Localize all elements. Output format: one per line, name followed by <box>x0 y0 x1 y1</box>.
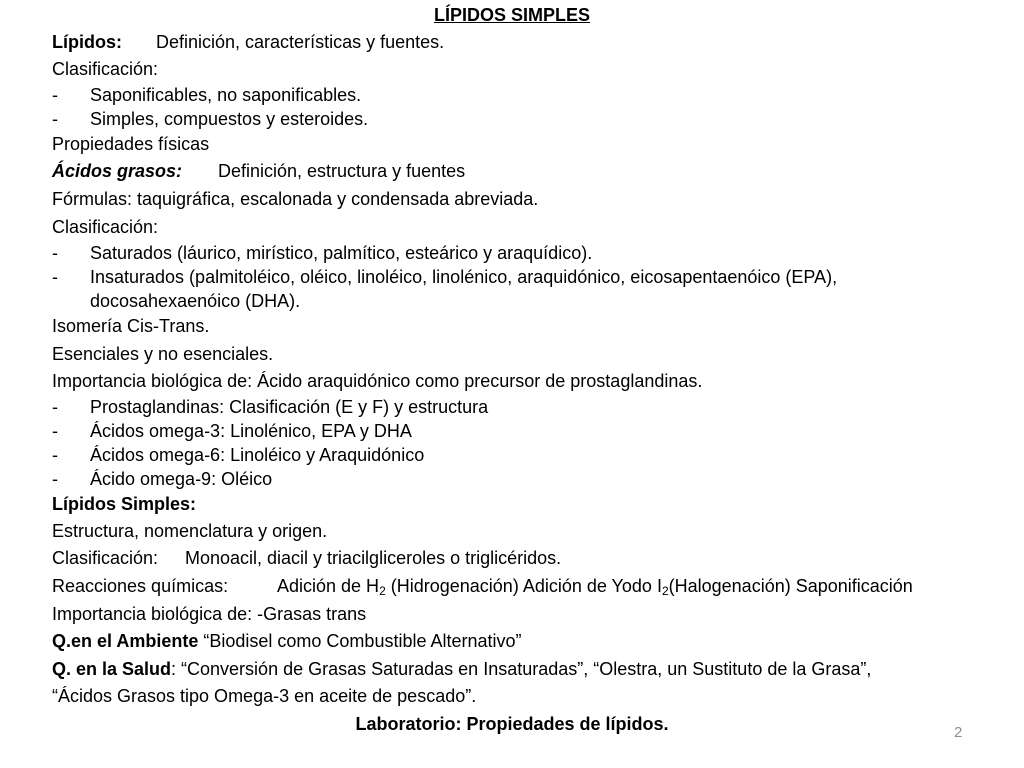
clasificacion-text: Monoacil, diacil y triacilgliceroles o triglicéridos. <box>185 548 562 568</box>
bullet-text: Ácidos omega-6: Linoléico y Araquidónico <box>90 445 425 465</box>
reacciones-subscript-1: 2 <box>379 584 386 598</box>
page-number: 2 <box>954 724 963 741</box>
q-salud-text-continued: “Ácidos Grasos tipo Omega-3 en aceite de pescado”. <box>52 686 477 706</box>
bullet-text: Insaturados (palmitoléico, oléico, linoléico, linolénico, araquidónico, eicosapentaenóico (EPA), <box>90 267 838 287</box>
bullet-dash: - <box>52 109 58 129</box>
clasificacion-heading-2: Clasificación: <box>52 217 159 237</box>
bullet-item-1 <box>52 84 361 106</box>
importancia-line-1: Importancia biológica de: Ácido araquidónico como precursor de prostaglandinas. <box>52 371 703 391</box>
line-q-ambiente <box>52 630 522 652</box>
bullet-text: Saturados (láurico, mirístico, palmítico, esteárico y araquídico). <box>90 243 593 263</box>
line-q-salud <box>52 658 871 680</box>
clasificacion-heading-1: Clasificación: <box>52 59 159 79</box>
lipidos-simples-heading: Lípidos Simples: <box>52 494 197 514</box>
bullet-text: Saponificables, no saponificables. <box>90 85 362 105</box>
bullet-text: Simples, compuestos y esteroides. <box>90 109 369 129</box>
bullet-item-6 <box>52 420 412 442</box>
reacciones-text-c: (Halogenación) Saponificación <box>668 576 913 596</box>
importancia-line-2: Importancia biológica de: -Grasas trans <box>52 604 367 624</box>
bullet-dash: - <box>52 469 58 489</box>
slide-title: LÍPIDOS SIMPLES <box>433 5 591 25</box>
q-salud-text: : “Conversión de Grasas Saturadas en Insaturadas”, “Olestra, un Sustituto de la Grasa”, <box>171 659 872 679</box>
q-ambiente-label: Q.en el Ambiente <box>52 631 199 651</box>
bullet-item-7 <box>52 444 424 466</box>
line-reacciones <box>52 575 913 597</box>
bullet-item-8 <box>52 468 272 490</box>
bullet-item-5 <box>52 396 488 418</box>
clasificacion-label: Clasificación: <box>52 548 159 568</box>
bullet-dash: - <box>52 397 58 417</box>
bullet-item-3 <box>52 242 592 264</box>
line-lipidos <box>52 31 444 53</box>
q-ambiente-text: “Biodisel como Combustible Alternativo” <box>198 631 522 651</box>
isomeria-line: Isomería Cis-Trans. <box>52 316 210 336</box>
reacciones-text-a: Adición de H <box>277 576 380 596</box>
lipidos-text: Definición, características y fuentes. <box>156 32 445 52</box>
line-clasificacion-3 <box>52 547 561 569</box>
bullet-dash: - <box>52 243 58 263</box>
bullet-dash: - <box>52 421 58 441</box>
bullet-item-4 <box>52 266 837 288</box>
propiedades-line: Propiedades físicas <box>52 134 210 154</box>
laboratorio-heading: Laboratorio: Propiedades de lípidos. <box>355 714 669 734</box>
acidos-text: Definición, estructura y fuentes <box>218 161 466 181</box>
acidos-label: Ácidos grasos: <box>52 161 183 181</box>
bullet-text: Prostaglandinas: Clasificación (E y F) y estructura <box>90 397 489 417</box>
bullet-item-2 <box>52 108 368 130</box>
reacciones-subscript-2: 2 <box>661 584 669 598</box>
reacciones-label: Reacciones químicas: <box>52 576 229 596</box>
lipidos-label: Lípidos: <box>52 32 122 52</box>
estructura-line: Estructura, nomenclatura y origen. <box>52 521 328 541</box>
bullet-text: Ácido omega-9: Oléico <box>90 469 273 489</box>
bullet-dash: - <box>52 85 58 105</box>
bullet-item-4-continued: docosahexaenóico (DHA). <box>90 291 301 311</box>
bullet-dash: - <box>52 267 58 287</box>
reacciones-text-b: (Hidrogenación) Adición de Yodo I <box>385 576 662 596</box>
q-salud-label: Q. en la Salud <box>52 659 172 679</box>
esenciales-line: Esenciales y no esenciales. <box>52 344 274 364</box>
bullet-text: Ácidos omega-3: Linolénico, EPA y DHA <box>90 421 412 441</box>
line-acidos-grasos <box>52 160 465 182</box>
formulas-line: Fórmulas: taquigráfica, escalonada y condensada abreviada. <box>52 189 539 209</box>
bullet-dash: - <box>52 445 58 465</box>
